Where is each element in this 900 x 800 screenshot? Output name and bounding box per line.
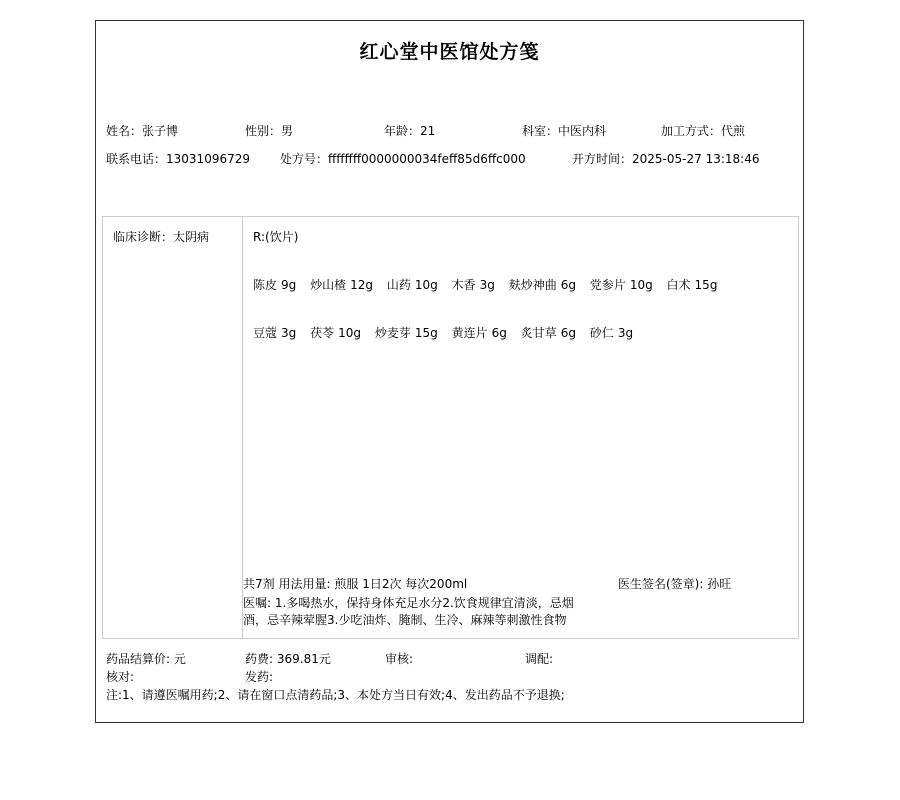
- phone-label: 联系电话：: [106, 152, 167, 166]
- doctor-signature-label: 医生签名(签章):: [618, 577, 704, 591]
- process-method-field: [661, 123, 745, 139]
- patient-gender-label: 性别：: [245, 124, 282, 138]
- herb-name: 炒麦芽: [374, 326, 411, 340]
- prescribe-time: 2025-05-27 13:18:46: [632, 152, 760, 166]
- diagnosis-value: 太阴病: [173, 230, 210, 244]
- herb-name: 黄连片: [451, 326, 488, 340]
- herb-item: [375, 325, 438, 341]
- herb-row-1: [253, 277, 727, 293]
- usage-amount: 每次200ml: [405, 577, 468, 591]
- herb-name: 炒山楂: [310, 278, 347, 292]
- prescribe-time-field: [572, 151, 759, 167]
- herb-dose: 15g: [694, 278, 718, 292]
- herb-name: 白术: [666, 278, 691, 292]
- herb-name: 党参片: [589, 278, 626, 292]
- department: 中医内科: [558, 124, 607, 138]
- doctor-name: 孙旺: [707, 577, 732, 591]
- herb-item: [521, 325, 576, 341]
- dispense-prep-label: 调配:: [525, 652, 554, 666]
- usage-method: 煎服: [334, 577, 359, 591]
- herb-dose: 9g: [281, 278, 297, 292]
- herb-item: [509, 277, 576, 293]
- herb-name: 木香: [451, 278, 476, 292]
- herb-name: 茯苓: [310, 326, 335, 340]
- herb-name: 砂仁: [589, 326, 614, 340]
- herb-dose: 6g: [491, 326, 507, 340]
- issue-label: 发药:: [245, 670, 274, 684]
- herb-dose: 15g: [414, 326, 438, 340]
- footer-note: 注:1、请遵医嘱用药;2、请在窗口点清药品;3、本处方当日有效;4、发出药品不予退换;: [106, 688, 565, 702]
- page-title: 红心堂中医馆处方笺: [359, 41, 540, 63]
- patient-gender: 男: [281, 124, 294, 138]
- medical-advice-text: 1.多喝热水，保持身体充足水分2.饮食规律宜清淡，忌烟酒，忌辛辣荤腥3.少吃油炸、腌制、生冷、麻辣等刺激性食物: [243, 596, 574, 627]
- herb-dose: 6g: [560, 326, 576, 340]
- herb-dose: 10g: [414, 278, 438, 292]
- prescription-sheet: [95, 20, 804, 723]
- usage-label: 用法用量:: [278, 577, 331, 591]
- settlement-price: [106, 651, 186, 667]
- usage-frequency: 1日2次: [362, 577, 402, 591]
- herb-name: 炙甘草: [520, 326, 557, 340]
- patient-name: 张子博: [142, 124, 179, 138]
- patient-name-field: [106, 123, 178, 139]
- herb-name: 豆蔻: [253, 326, 278, 340]
- herb-dose: 6g: [560, 278, 576, 292]
- prescription-box: [102, 216, 799, 639]
- herb-name: 山药: [386, 278, 411, 292]
- prescription-number-label: 处方号：: [280, 152, 329, 166]
- phone-field: [106, 151, 250, 167]
- herb-name: 陈皮: [253, 278, 278, 292]
- diagnosis: [113, 229, 209, 245]
- department-field: [522, 123, 606, 139]
- usage-instructions: [243, 576, 467, 592]
- patient-age: 21: [420, 124, 436, 138]
- herb-dose: 3g: [617, 326, 634, 340]
- herb-item: [590, 325, 633, 341]
- drug-fee-label: 药费:: [245, 652, 274, 666]
- diagnosis-label: 临床诊断：: [113, 230, 174, 244]
- patient-age-label: 年龄：: [384, 124, 421, 138]
- herb-dose: 3g: [479, 278, 495, 292]
- drug-fee: [245, 651, 331, 667]
- patient-name-label: 姓名：: [106, 124, 143, 138]
- drug-fee-value: 369.81元: [276, 652, 331, 666]
- patient-age-field: [384, 123, 435, 139]
- herb-item: [452, 277, 495, 293]
- department-label: 科室：: [522, 124, 559, 138]
- herb-item: [667, 277, 718, 293]
- prescription-number-field: [280, 151, 526, 167]
- herb-name: 麸炒神曲: [508, 278, 557, 292]
- settlement-price-value: 元: [173, 652, 186, 666]
- herb-item: [590, 277, 653, 293]
- herb-item: [310, 325, 361, 341]
- process-method-label: 加工方式：: [661, 124, 722, 138]
- settlement-price-label: 药品结算价:: [106, 652, 171, 666]
- herb-item: [452, 325, 507, 341]
- process-method: 代煎: [721, 124, 746, 138]
- doctor-signature: [618, 576, 731, 592]
- patient-gender-field: [245, 123, 293, 139]
- herb-dose: 12g: [350, 278, 374, 292]
- prescribe-time-label: 开方时间：: [572, 152, 633, 166]
- herb-dose: 3g: [281, 326, 297, 340]
- check-label: 核对:: [106, 670, 135, 684]
- herb-item: [310, 277, 373, 293]
- prescription-number: ffffffff0000000034feff85d6ffc000: [328, 152, 526, 166]
- herb-dose: 10g: [338, 326, 362, 340]
- herb-item: [253, 325, 296, 341]
- phone-number: 13031096729: [166, 152, 250, 166]
- column-divider: [242, 217, 243, 638]
- prescription-type: R:(饮片): [253, 230, 299, 244]
- review-label: 审核:: [385, 652, 414, 666]
- herb-item: [253, 277, 296, 293]
- medical-advice: [243, 595, 583, 629]
- herb-item: [387, 277, 438, 293]
- dose-count: 共7剂: [243, 577, 275, 591]
- medical-advice-label: 医嘱:: [243, 596, 272, 610]
- herb-dose: 10g: [629, 278, 653, 292]
- herb-row-2: [253, 325, 643, 341]
